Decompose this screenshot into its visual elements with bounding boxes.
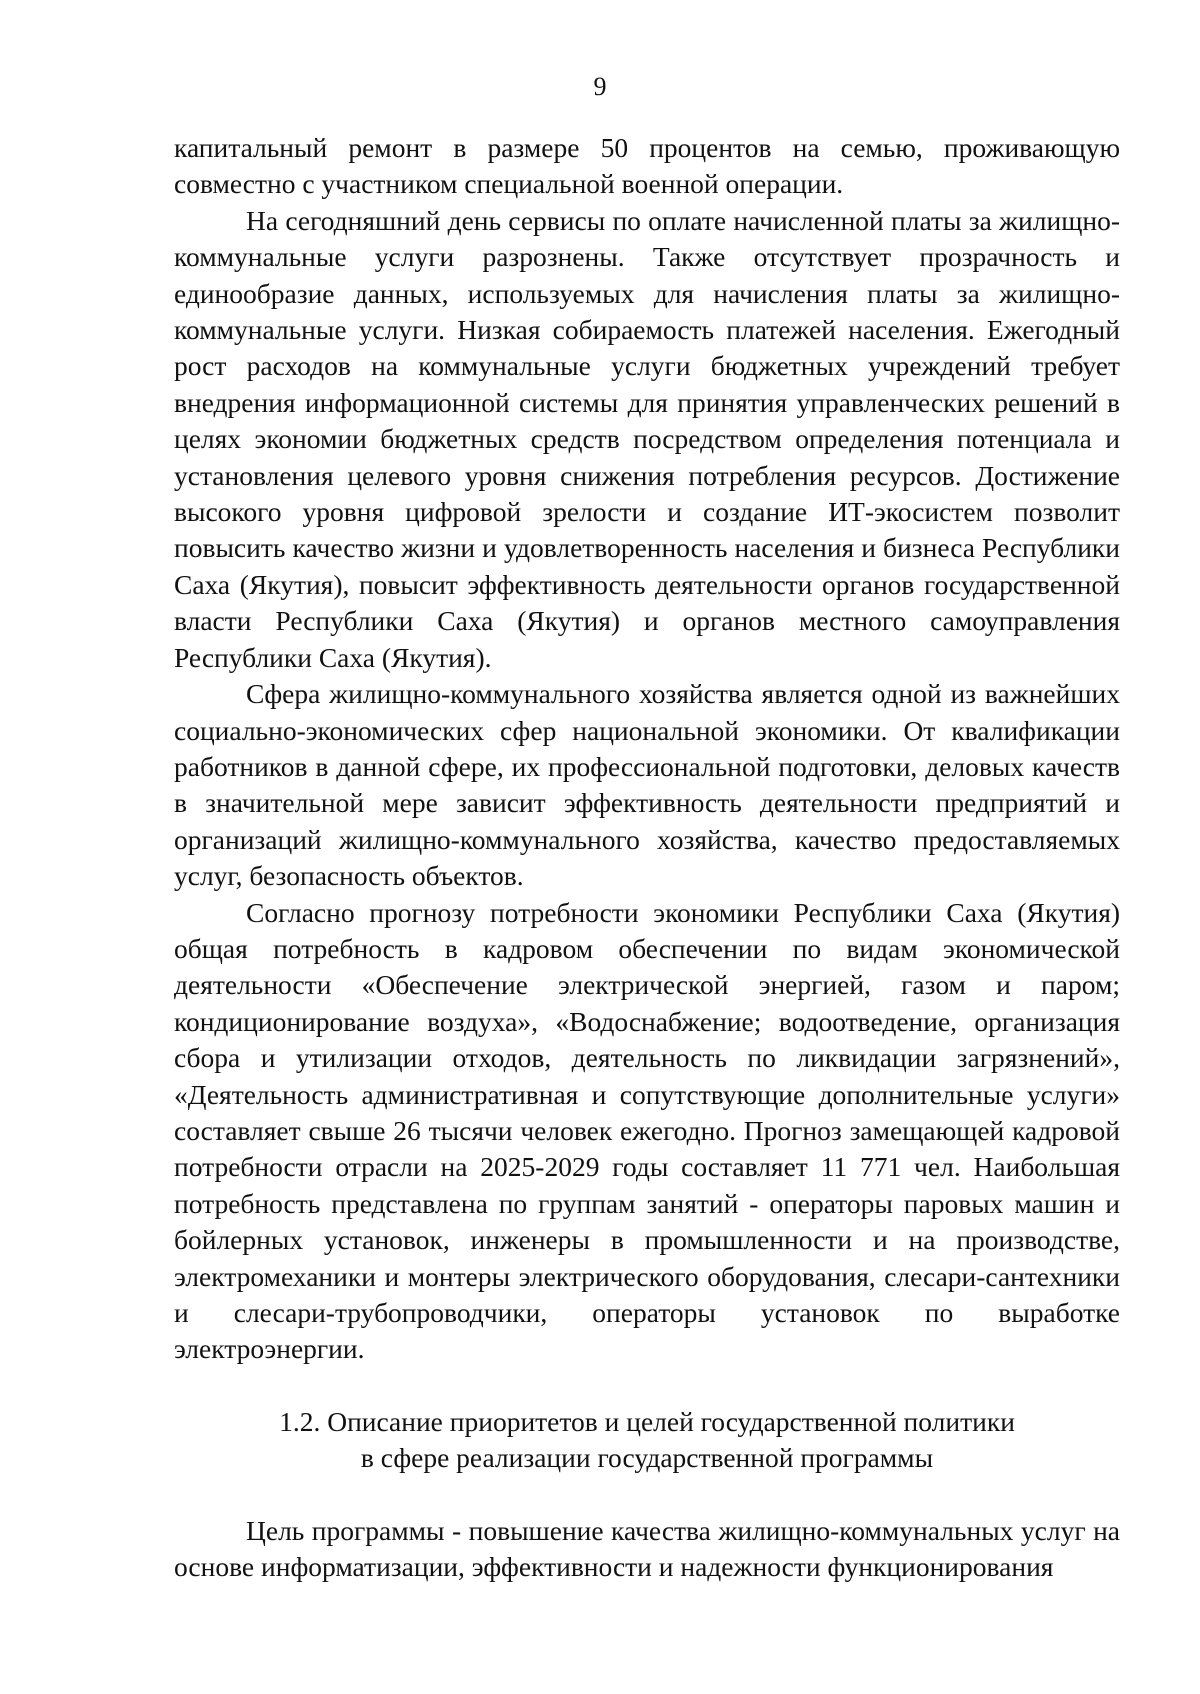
paragraph: Сфера жилищно-коммунального хозяйства является одной из важнейших социально-экономических сфер национальной экономики. От квалификации работников в данной сфере, их профессиональной подготовки, деловых качеств в значительной мере зависит эффективность деятельности предприятий и организаций жилищно-коммунального хозяйства, качество предоставляемых услуг, безопасность объектов. [174, 678, 1120, 892]
section-heading [174, 1404, 1120, 1477]
paragraph: Цель программы - повышение качества жилищно-коммунальных услуг на основе информатизации, эффективности и надежности функционирования [174, 1514, 1120, 1583]
document-body [174, 130, 1120, 1585]
page-number: 9 [593, 72, 607, 101]
section-heading-line: в сфере реализации государственной программы [360, 1442, 934, 1474]
paragraph: На сегодняшний день сервисы по оплате начисленной платы за жилищно-коммунальные услуги разрознены. Также отсутствует прозрачность и единообразие данных, используемых для начисления платы за жилищно-коммунальные услуги. Низкая собираемость платежей населения. Ежегодный рост расходов на коммунальные услуги бюджетных учреждений требует внедрения информационной системы для принятия управленческих решений в целях экономии бюджетных средств посредством определения потенциала и установления целевого уровня снижения потребления ресурсов. Достижение высокого уровня цифровой зрелости и создание ИТ-экосистем позволит повысить качество жизни и удовлетворенность населения и бизнеса Республики Саха (Якутия), повысит эффективность деятельности органов государственной власти Республики Саха (Якутия) и органов местного самоуправления Республики Саха (Якутия). [174, 204, 1120, 673]
section-heading-line: 1.2. Описание приоритетов и целей государственной политики [279, 1405, 1015, 1437]
paragraph: Согласно прогнозу потребности экономики Республики Саха (Якутия) общая потребность в кадровом обеспечении по видам экономической деятельности «Обеспечение электрической энергией, газом и паром; кондиционирование воздуха», «Водоснабжение; водоотведение, организация сбора и утилизации отходов, деятельность по ликвидации загрязнений», «Деятельность административная и сопутствующие дополнительные услуги» составляет свыше 26 тысячи человек ежегодно. Прогноз замещающей кадровой потребности отрасли на 2025-2029 годы составляет 11 771 чел. Наибольшая потребность представлена по группам занятий - операторы паровых машин и бойлерных установок, инженеры в промышленности и на производстве, электромеханики и монтеры электрического оборудования, слесари-сантехники и слесари-трубопроводчики, операторы установок по выработке электроэнергии. [174, 896, 1120, 1365]
paragraph: капитальный ремонт в размере 50 процентов на семью, проживающую совместно с участником специальной военной операции. [174, 132, 1120, 200]
